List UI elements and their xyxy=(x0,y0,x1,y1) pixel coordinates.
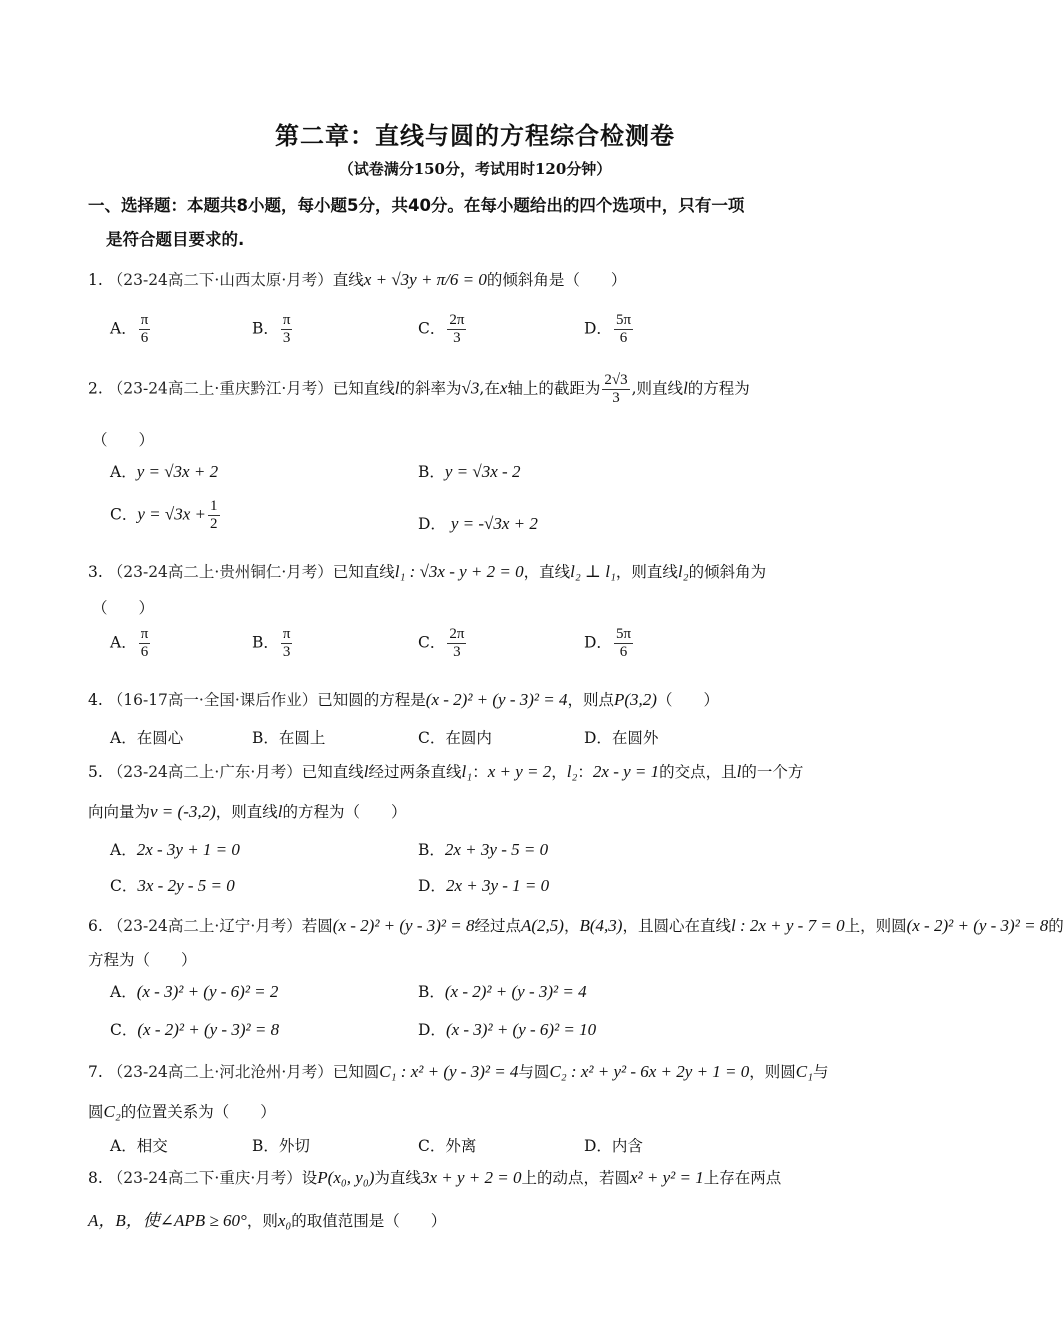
option-a[interactable]: A．在圆心 xyxy=(110,729,184,747)
option-b[interactable]: B．外切 xyxy=(252,1137,310,1155)
option-d[interactable]: D．2x + 3y - 1 = 0 xyxy=(418,876,550,895)
section-heading-line1: 一、选择题：本题共8小题，每小题5分，共40分。在每小题给出的四个选项中，只有一项 xyxy=(88,196,745,215)
question-6-line2: 方程为（ ） xyxy=(88,951,197,969)
option-d[interactable]: D． $\frac{5\pi}{6}$ xyxy=(584,312,632,346)
section-heading-line2: 是符合题目要求的. xyxy=(106,230,245,249)
question-7-line2: 圆C₂的位置关系为（ ） xyxy=(88,1102,276,1121)
option-b[interactable]: B．2x + 3y - 5 = 0 xyxy=(418,840,549,859)
question-5: 5. （23-24高二上·广东·月考）已知直线l经过两条直线l₁：x + y = 2，l₂：2x - y = 1的交点，且l的一个方 xyxy=(88,762,804,781)
option-c[interactable]: C．3x - 2y - 5 = 0 xyxy=(110,876,235,895)
option-d[interactable]: D． $\frac{5\pi}{6}$ xyxy=(584,626,632,660)
option-a[interactable]: A．相交 xyxy=(110,1137,168,1155)
option-b[interactable]: B． $\frac{\pi}{3}$ xyxy=(252,312,291,346)
question-7: 7. （23-24高二上·河北沧州·月考）已知圆C₁ : x² + (y - 3)² = 4与圆C₂ : x² + y² - 6x + 2y + 1 = 0，则圆C₁与 xyxy=(88,1062,829,1081)
option-d[interactable]: D．内含 xyxy=(584,1137,643,1155)
option-a[interactable]: A．y = √3x + 2 xyxy=(110,462,219,481)
option-a[interactable]: A． $\frac{\pi}{6}$ xyxy=(110,312,149,346)
equation: x + √3y + π/6 = 0 xyxy=(363,270,487,289)
question-8-line2: A，B，使∠APB ≥ 60°，则x₀的取值范围是（ ） xyxy=(88,1211,447,1230)
option-c[interactable]: C．在圆内 xyxy=(418,729,492,747)
page-title: 第二章：直线与圆的方程综合检测卷 xyxy=(275,122,675,150)
option-c[interactable]: C．(x - 2)² + (y - 3)² = 8 xyxy=(110,1020,280,1039)
option-b[interactable]: B．(x - 2)² + (y - 3)² = 4 xyxy=(418,982,587,1001)
option-b[interactable]: B．在圆上 xyxy=(252,729,326,747)
question-4: 4. （16-17高一·全国·课后作业）已知圆的方程是(x - 2)² + (y - 3)² = 4，则点P(3,2)（ ） xyxy=(88,690,719,709)
option-b[interactable]: B． $\frac{\pi}{3}$ xyxy=(252,626,291,660)
option-b[interactable]: B．y = √3x - 2 xyxy=(418,462,521,481)
option-c[interactable]: C． $\frac{2\pi}{3}$ xyxy=(418,312,465,346)
option-a[interactable]: A．2x - 3y + 1 = 0 xyxy=(110,840,240,859)
option-a[interactable]: A．(x - 3)² + (y - 6)² = 2 xyxy=(110,982,279,1001)
option-c[interactable]: C．y = √3x + $\frac{1}{2}$ xyxy=(110,498,218,532)
option-c[interactable]: C．外离 xyxy=(418,1137,477,1155)
option-d[interactable]: D．(x - 3)² + (y - 6)² = 10 xyxy=(418,1020,597,1039)
answer-paren: （ ） xyxy=(92,599,155,617)
question-2: 2. （23-24高二上·重庆黔江·月考）已知直线l的斜率为√3,在x轴上的截距为 $\frac{2√3}{3}$ ,则直线l的方程为 xyxy=(88,372,750,406)
question-1: 1. （23-24高二下·山西太原·月考）直线x + √3y + π/6 = 0的倾斜角是（ ） xyxy=(88,270,627,289)
option-c[interactable]: C． $\frac{2\pi}{3}$ xyxy=(418,626,465,660)
option-d[interactable]: D．在圆外 xyxy=(584,729,659,747)
option-d[interactable]: D． y = -√3x + 2 xyxy=(418,514,538,533)
question-5-line2: 向向量为v = (-3,2)，则直线l的方程为（ ） xyxy=(88,802,407,821)
question-8: 8. （23-24高二下·重庆·月考）设P(x₀, y₀)为直线3x + y + 2 = 0上的动点，若圆x² + y² = 1上存在两点 xyxy=(88,1168,782,1187)
question-source: （23-24高二下·山西太原·月考） xyxy=(107,271,333,289)
question-6: 6. （23-24高二上·辽宁·月考）若圆(x - 2)² + (y - 3)² = 8经过点A(2,5)，B(4,3)，且圆心在直线l : 2x + y - 7 = 0上，则圆(x - 2)² + (y - 3)² = 8的 xyxy=(88,916,1064,935)
question-3: 3. （23-24高二上·贵州铜仁·月考）已知直线l₁ : √3x - y + 2 = 0，直线l₂ ⊥ l₁，则直线l₂的倾斜角为 xyxy=(88,562,767,581)
option-a[interactable]: A． $\frac{\pi}{6}$ xyxy=(110,626,149,660)
answer-paren: （ ） xyxy=(92,431,155,449)
page-subtitle: （试卷满分150分，考试用时120分钟） xyxy=(338,160,612,178)
